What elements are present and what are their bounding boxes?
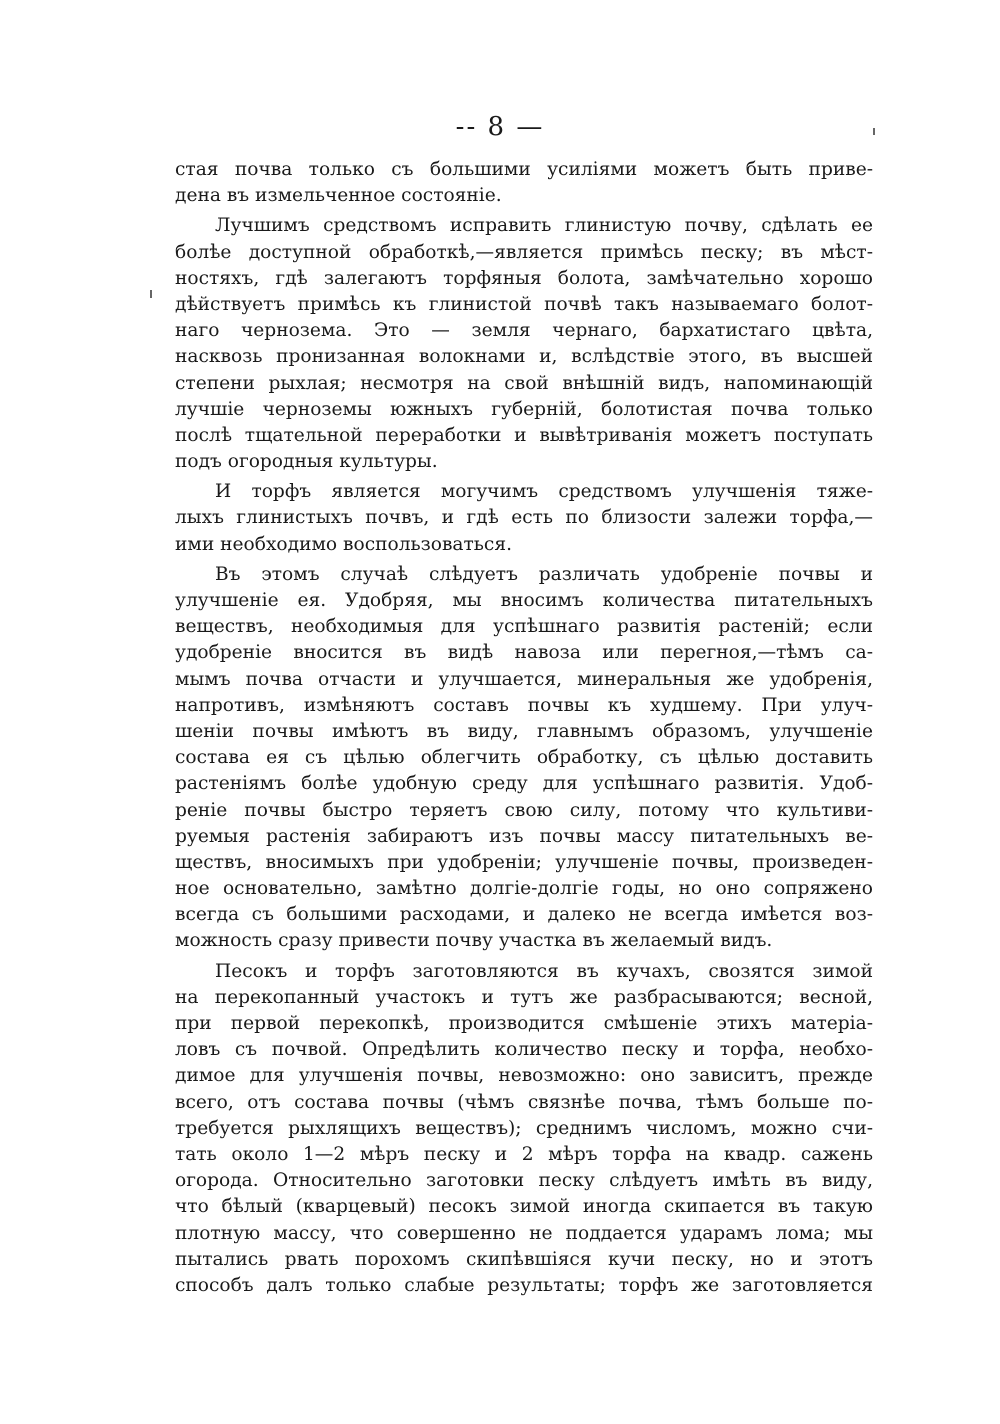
text-line: И торфъ является могучимъ средствомъ улучшенія тяже- — [215, 481, 873, 503]
text-line: насквозь пронизанная волокнами и, вслѣдствіе этого, въ высшей — [175, 346, 873, 368]
text-line: веществъ, необходимыя для успѣшнаго развитія растеній; если — [175, 616, 873, 638]
text-line: болѣе доступной обработкѣ,—является примѣсь песку; въ мѣст- — [175, 241, 873, 263]
text-line: требуется рыхлящихъ веществъ); среднимъ числомъ, можно счи- — [175, 1117, 873, 1139]
text-line: наго чернозема. Это — земля чернаго, бархатистаго цвѣта, — [175, 320, 873, 342]
text-line: лучшіе черноземы южныхъ губерній, болотистая почва только — [175, 398, 873, 420]
text-line: дена въ измельченное состояніе. — [175, 185, 502, 207]
text-line: что бѣлый (кварцевый) песокъ зимой иногда скипается въ такую — [175, 1196, 873, 1218]
text-line: Въ этомъ случаѣ слѣдуетъ различать удобреніе почвы и — [215, 563, 873, 585]
paragraph — [175, 562, 873, 955]
body-text — [175, 157, 873, 1303]
paragraph — [175, 157, 873, 209]
text-line: растеніямъ болѣе удобную среду для успѣшнаго развитія. Удоб- — [175, 773, 873, 795]
text-line: способъ далъ только слабые результаты; торфъ же заготовляется — [175, 1274, 873, 1296]
text-line: всего, отъ состава почвы (чѣмъ связнѣе почва, тѣмъ больше по- — [175, 1091, 873, 1113]
text-line: ное основательно, замѣтно долгіе-долгіе годы, но оно сопряжено — [175, 878, 873, 900]
text-line: пытались рвать порохомъ скипѣвшіяся кучи песку, но и этотъ — [175, 1248, 873, 1270]
text-line: огорода. Относительно заготовки песку слѣдуетъ имѣть въ виду, — [175, 1170, 873, 1192]
paragraph — [175, 959, 873, 1299]
text-line: мымъ почва отчасти и улучшается, минеральныя же удобренія, — [175, 668, 873, 690]
text-line: при первой перекопкѣ, производится смѣшеніе этихъ матеріа- — [175, 1013, 873, 1034]
text-line: ностяхъ, гдѣ залегаютъ торфяныя болота, замѣчательно хорошо — [175, 267, 873, 289]
margin-mark — [873, 128, 875, 135]
text-line: реніе почвы быстро теряетъ свою силу, потому что культиви- — [175, 799, 873, 821]
paragraph — [175, 479, 873, 558]
text-line: димое для улучшенія почвы, невозможно: оно зависитъ, прежде — [175, 1065, 873, 1087]
text-line: ществъ, вносимыхъ при удобреніи; улучшеніе почвы, произведен- — [175, 851, 873, 873]
text-line: дѣйствуетъ примѣсь къ глинистой почвѣ такъ называемаго болот- — [175, 293, 873, 315]
text-line: послѣ тщательной переработки и вывѣтриванія можетъ поступать — [175, 424, 873, 446]
text-line: стая почва только съ большими усиліями можетъ быть приве- — [175, 159, 873, 180]
text-line: Лучшимъ средствомъ исправить глинистую почву, сдѣлать ее — [215, 215, 873, 237]
text-line: степени рыхлая; несмотря на свой внѣшній видъ, напоминающій — [175, 372, 873, 394]
page-number: -- 8 — — [455, 112, 545, 142]
text-line: подъ огородныя культуры. — [175, 451, 438, 473]
text-line: тать около 1—2 мѣръ песку и 2 мѣръ торфа на квадр. сажень — [175, 1143, 873, 1165]
text-line: напротивъ, измѣняютъ составъ почвы къ худшему. При улуч- — [175, 694, 873, 716]
text-line: ловъ съ почвой. Опредѣлить количество песку и торфа, необхо- — [175, 1039, 873, 1061]
text-line: Песокъ и торфъ заготовляются въ кучахъ, свозятся зимой — [215, 960, 873, 982]
text-line: можность сразу привести почву участка въ желаемый видъ. — [175, 930, 773, 952]
text-line: руемыя растенія забираютъ изъ почвы массу питательныхъ ве- — [175, 825, 873, 847]
margin-mark — [150, 290, 152, 298]
text-line: на перекопанный участокъ и тутъ же разбрасываются; весной, — [175, 986, 873, 1008]
text-line: всегда съ большими расходами, и далеко не всегда имѣется воз- — [175, 904, 873, 926]
text-line: шеніи почвы имѣютъ въ виду, главнымъ образомъ, улучшеніе — [175, 720, 873, 742]
paragraph — [175, 213, 873, 475]
text-line: ими необходимо воспользоваться. — [175, 533, 512, 555]
text-line: плотную массу, что совершенно не поддается ударамъ лома; мы — [175, 1222, 873, 1244]
text-line: удобреніе вносится въ видѣ навоза или перегноя,—тѣмъ са- — [175, 642, 873, 664]
text-line: состава ея съ цѣлью облегчить обработку, съ цѣлью доставить — [175, 747, 873, 769]
text-line: улучшеніе ея. Удобряя, мы вносимъ количества питательныхъ — [175, 590, 873, 611]
text-line: лыхъ глинистыхъ почвъ, и гдѣ есть по близости залежи торфа,— — [175, 507, 873, 529]
